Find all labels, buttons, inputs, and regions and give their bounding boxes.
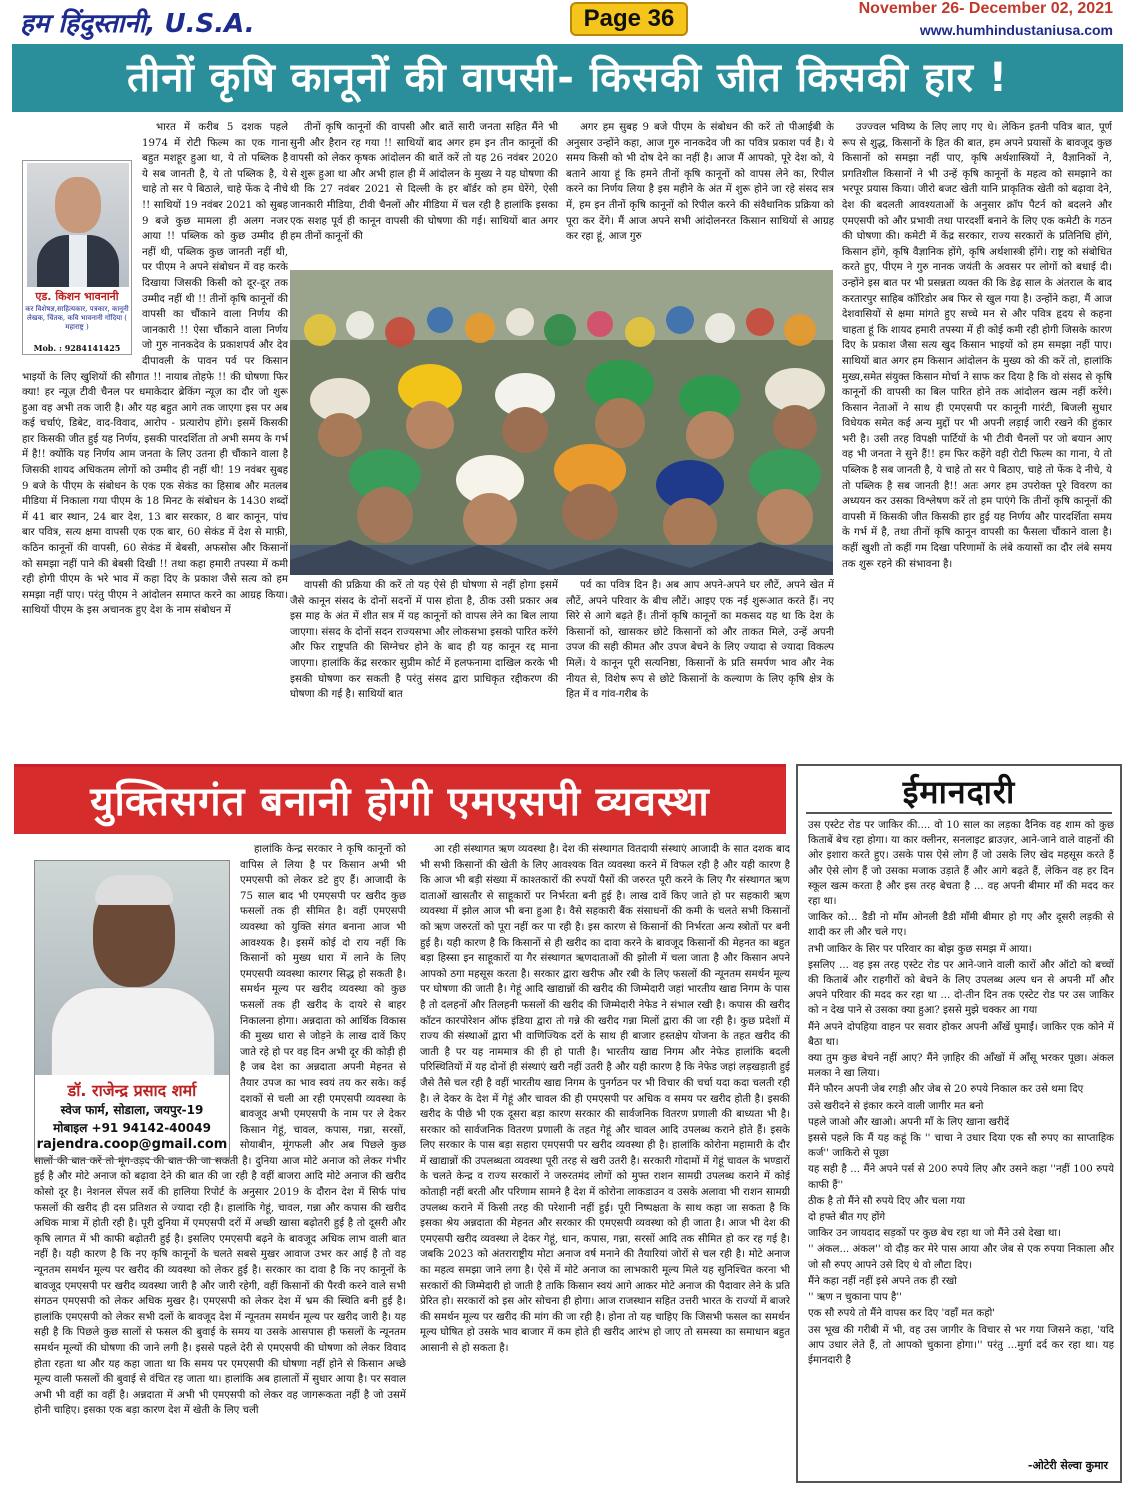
story-paragraph: पहले जाओ और खाओ। अपनी माँ के लिए खाना खरीदें	[808, 1116, 1010, 1128]
author-photo	[35, 861, 229, 1075]
farmers-protest-photo	[290, 270, 833, 575]
masthead	[0, 0, 1135, 46]
newspaper-brand: हम हिंदुस्तानी, U.S.A.	[20, 9, 255, 39]
story-paragraph: ठीक है तो मैंने सौ रुपये दिए और चला गया	[808, 1195, 966, 1207]
author-box-rajendra	[34, 860, 230, 1160]
story-paragraph: मैंने फौरन अपनी जेब रगड़ी और जेब से 20 रुपये निकाल कर उसे थमा दिए	[808, 1084, 1084, 1096]
author-box-kishan	[22, 160, 132, 355]
article2-col2-text: आ रही संस्थागत ऋण व्यवस्था है। देश की संस्थागत वितदायी संस्थाएं आजादी के सात दशक बाद भी सभी किसानों की खेती के लिए आवश्यक वित व्यवस्था करने में विफल रही है और यही कारण है कि आज भी बड़ी संख्या में काश्तकारों की रुपयों पैसों की जरुरत पूरी करने के लिए गैर संस्थागत ऋण दाताओं खासतौर से साहूकारों पर निर्भरता बनी हुई है। लाख दावें किए जाते हो पर सहकारी ऋण व्यवस्था में झोल आज भी बना हुआ है। वैसे सहकारी बैंक संसाधनों की कमी के चलते सभी किसानों को ऋण जरुरतों को पूरा नहीं कर पा रही है। इस कारण से किसानों की निर्भरता अन्य स्त्रोतों पर बनी हुई है। यही कारण है कि किसानों से ही खरीद का दावा करने के बावजूद किसानों की मेहनत का बहुत बड़ा हिस्सा इन साहूकारों या गैर संस्थागत ऋणदाताओं की झोली में चला जाता है और किसान अपने आपको ठगा महसूस करता है। सरकार द्वारा खरीफ और रबी के लिए फसलों की न्यूनतम समर्थन मूल्य पर घोषणा की जाती है। गेहूं आदि खाद्यान्नों की खरीद की जिम्मेदारी जहां भारतीय खाद्य निगम के पास है तो दलहनों और तिलहनी फसलों की खरीद की जिम्मेदारी नेफेड ने संभाल रखी है। कपास की खरीद कॉटन कारपोरेशन ऑफ इंडिया द्वारा तो गन्ने की खरीद गन्ना मिलों द्वारा की जा रही है। कुछ प्रदेशों में राज्य की संस्थाओं द्वारा भी वाणिज्यिक दरों के साथ ही बाजार हस्तक्षेप योजना के तहत खरीद की जाती है पर यह नाममात्र की ही हो पाती है। भारतीय खाद्य निगम और नेफेड हालांकि बदली परिस्थितियों में यह दोनों ही संस्थाएं खरी नहीं उतरी है और यही कारण है कि नेफेड जहां लड़खड़ाती हुई जैसे तैसे चल रही है वहीं भारतीय खाद्य निगम के पुनर्गठन पर भी विचार की चर्चा यदा कदा चलती रही है। ले देकर के देश में गेहूं और चावल की ही एमएसपी पर अधिक व समय पर खरीद होती है। इसकी खरीद के पीछे भी एक दूसरा बड़ा कारण सरकार की सार्वजनिक वितरण प्रणाली की बाध्यता भी है। सरकार को सार्वजनिक वितरण प्रणाली के तहत गेहूं और चावल आदि उपलब्ध कराने होते हैं। इसके लिए सरकार के पास बड़ा सहारा एमएसपी पर खरीद व्यवस्था ही है। हालांकि कोरोना महामारी के दौर में खाद्यान्नों की उपलब्धता व्यवस्था पूरी तरह से खरी उतरी है। सरकारी गोदामों में गेहूं चावल के भण्डारों के चलते केन्द्र व राज्य सरकारों ने जरुरतमंद लोगों को मुफ्त राशन सामग्री उपलब्ध कराने में कोई कोताही नहीं बरती और परिणाम सामने है देश में कोरोना लाकडाउन व उसके अलावा भी राशन सामग्री उपलब्ध कराने में किसी तरह की परेशानी नहीं हुई। पूरी निष्पक्षता के साथ कहा जा सकता है कि इसका श्रेय अन्नदाता की मेहनत और सरकार की एमएसपी व्यवस्था को ही जाता है। आज भी देश की एमएसपी खरीद व्यवस्था ले देकर गेहूं, धान, कपास, गन्ना, सरसों आदि तक सीमित हो कर रह गई है। जबकि 2023 को अंतराराष्ट्रीय मोटा अनाज वर्ष मनाने की तैयारियां जोरों से चल रही है। मोटे अनाज का महत्व समझा जाने लगा है। ऐसे में मोटे अनाज का लाभकारी मूल्य मिले यह सुनिश्चित करना भी सरकारों की जिम्मेदारी हो जाती है ताकि किसान स्वयं आगे आकर मोटे अनाज की पैदावार लेने के प्रति प्रेरित हो। सरकारों को इस ओर सोचना ही होगा। आज राजस्थान सहित उत्तरी भारत के राज्यों में बाजरे की समर्थन मूल्य पर खरीद की मांग की जा रही है। होना तो यह चाहिए कि जिसभी फसल का समर्थन मूल्य घोषित हो उसके भाव बाजार में कम होते ही खरीद आरंभ हो जाए तो समस्या का समाधान बहुत आसानी से हो सकता है।	[420, 844, 790, 1354]
issue-date: November 26- December 02, 2021	[858, 0, 1113, 17]
story-paragraph: मैंने अपने दोपहिया वाहन पर सवार होकर अपनी आँखें घुमाईं। जाकिर एक कोने में बैठा था।	[808, 1021, 1114, 1048]
page-number: Page 36	[570, 2, 688, 36]
article1-col2-top-text: तीनों कृषि कानूनों की वापसी और बातें सारी जनता सहित मैंने भी सुनी और हैरान रह गया !! साथियों बाद अगर हम इन तीन कानूनों की वापसी को लेकर कृषक आंदोलन की बातें करें तो यह 26 नवंबर 2020 से शुरू हुआ था और अभी हाल ही में आंदोलन के मुख्य ने यह घोषणा की थी कि 27 नवंबर 2021 से दिल्ली के हर बॉर्डर को हम घेरेंगे, ऐसी जानकारी मीडिया, टीवी चैनलों और मीडिया में चल रही है हालांकि इसका एक सशह पूर्व ही कानून वापसी की घोषणा की गई। साथियों बात अगर हम तीनों कानूनों की	[290, 122, 558, 243]
article2-col1-text: हालांकि केन्द्र सरकार ने कृषि कानूनों को वापिस ले लिया है पर किसान अभी भी एमएसपी को लेकर डटे हुए हैं। आजादी के 75 साल बाद भी एमएसपी पर खरीद कुछ फसलों तक ही सीमित है। वहीं एमएसपी व्यवस्था को युक्ति संगत बनाना आज भी आवश्यक है। इसमें कोई दो राय नहीं कि किसानों को मुख्य धारा में लाने के लिए एमएसपी व्यवस्था कारगर सिद्ध हो सकती है। समर्थन मूल्य पर खरीद व्यवस्था को कुछ फसलों तक ही खरीद के दायरे से बाहर निकालना होगा। अन्नदाता को आर्थिक विकास की मुख्य धारा से जोड़ने के लाख दावें किए जाते रहे हो पर वह दिन अभी दूर की कोड़ी ही है जब देश का अन्नदाता अपनी मेहनत से तैयार उपज का भाव स्वयं तय कर सके। कई दशकों से चली आ रही एमएसपी व्यवस्था के बावजूद अभी एमएसपी के नाम पर ले देकर किसान गेहूं, चावल, कपास, गन्ना, सरसों, सोयाबीन, मूंगफली और अब पिछले कुछ सालों की बात करें तो मूंग-उड़द की बात की जा सकती है। दुनिया आज मोटे अनाज को लेकर गंभीर हुई है और मोटे अनाज को बढ़ावा देने की बात की जा रही है वहीं बाजरा आदि मोटे अनाज की खरीद कोसो दूर है। नेशनल सेंपल सर्वे की हालिया रिपोर्ट के अनुसार 2019 के दौरान देश में सिर्फ पांच फसलों की खरीद ही दस प्रतिशत से ज्यादा रही है। हालांकि गेहूं, चावल, गन्ना और कपास की खरीद अधिक मात्रा में होती रही है। पूरी दुनिया में एमएसपी दरों में अच्छी खासा बढ़ोतरी हुई है तो दूसरी और कृषि लागत में भी काफी बढ़ोतरी हुई है। इसलिए एमएसपी बढ़ने के बावजूद अधिक लाभ वाली बात नहीं है। यही कारण है कि नए कृषि कानूनों के चलते सबसे मुखर आवाज उभर कर आई है तो वह न्यूनतम समर्थन मूल्य पर खरीद की व्यवस्था को लेकर हुई है। सरकार का दावा है कि नए कानूनों के बावजूद एमएसपी पर खरीद व्यवस्था जारी है और जारी रहेगी, वहीं किसानों की पैरवी करने वाले सभी संगठन एमएसपी को लेकर अधिक मुखर है। एमएसपी को लेकर देश में भ्रम की स्थिति बनी हुई है। हालांकि एमएसपी को लेकर सभी दलों के बावजूद देश में न्यूनतम समर्थन मूल्य पर खरीद जारी है। यह सही है कि पिछले कुछ सालों से फसल की बुवाई के समय या उसके आसपास ही फसलों के न्यूनतम समर्थन मूल्यों की घोषणा की जाने लगी है। इससे पहले देरी से एमएसपी की घोषणा को लेकर विवाद होता रहता था और यह कहा जाता था कि समय पर एमएसपी की घोषणा नहीं होने से किसान अच्छे मूल्य वाली फसलों की बुवाई से वंचित रह जाता था। हालांकि अब हालातों में सुधार आया है। पर सवाल अभी भी वहीं का वहीं है। अन्नदाता में अभी भी एमएसपी को लेकर वह जागरूकता नहीं है जो उसमें होनी चाहिए। इसका एक बड़ा कारण देश में खेती के लिए चली	[34, 844, 406, 1417]
article1-column-3-bottom	[566, 578, 834, 756]
article1-col4-text: उज्ज्वल भविष्य के लिए लाए गए थे। लेकिन इतनी पवित्र बात, पूर्ण रूप से शुद्ध, किसानों के हित की बात, हम अपने प्रयासों के बावजूद कुछ किसानों को समझा नहीं पाए, कृषि अर्थशास्त्रियों ने, वैज्ञानिकों ने, प्रगतिशील किसानों ने भी उन्हें कृषि कानूनों के महत्व को समझाने का भरपूर प्रयास किया। जीरो बजट खेती यानि प्राकृतिक खेती को बढ़ावा देने, देश की बदलती आवश्यताओं के अनुसार क्रॉप पैटर्न को बदलने और एमएसपी को और प्रभावी तथा पारदर्शी बनाने के लिए एक कमेटी के गठन की घोषणा की। कमेटी में केंद्र सरकार, राज्य सरकारों के प्रतिनिधि होंगे, किसान होंगे, कृषि वैज्ञानिक होंगे, कृषि अर्थशास्त्री होंगे। राष्ट्र को संबोधित करते हुए, पीएम ने गुरु नानक जयंती के अवसर पर लोगों को बधाई दी। उन्होंने इस बात पर भी प्रसन्नता व्यक्त की कि डेढ़ साल के अंतराल के बाद करतारपुर साहिब कॉरिडोर अब फिर से खुल गया है। उन्होंने कहा, मैं आज देशवासियों से क्षमा मांगते हुए सच्चे मन से और पवित्र हृदय से कहना चाहता हूं कि शायद हमारी तपस्या में ही कोई कमी रही होगी जिसके कारण दिए के प्रकाश जैसा सत्य खुद किसान भाइयों को हम समझा नहीं पाए। साथियों बात अगर हम किसान आंदोलन के मुख्य को की करें तो, हालांकि मुख्य,समेत संयुक्त किसान मोर्चा ने साफ कर दिया है कि वो संसद से कृषि कानूनों की वापसी का बिल पारित होने तक आंदोलन खत्म नहीं करेंगे। किसान नेताओं ने साथ ही एमएसपी पर कानूनी गारंटी, बिजली सुधार विधेयक समेत कई अन्य मुद्दों पर भी अपनी लड़ाई जारी रखने की हुंकार भरी है। उसी तरह विपक्षी पार्टियों के भी टीवी चैनलों पर जो बयान आए वह भी जनता ने सुने हैं!! हम फिर कहेंगे वही रोटी फिल्म का गाना, ये तो पब्लिक है सब जानती है, ये चाहे तो सर पे बिठाए, चाहे तो फेंक दे नीचे, ये तो पब्लिक है सब जानती है!! अतः अगर हम उपरोक्त पूरे विवरण का अध्ययन कर उसका विश्लेषण करें तो हम पाएंगे कि तीनों कृषि कानूनों की वापसी में किसकी जीत किसकी हार हुई यह निर्णय और पारदर्शिता समय के गर्भ में है, तथा तीनों कृषि कानून वापसी का फैसला चौंकाने वाला है। कहीं खुशी तो कहीं गम दिखा परिणामों के लंबे कयासों का दौर लंबे समय तक शुरू रहने की संभावना है।	[842, 122, 1112, 570]
story-title: ईमानदारी	[902, 773, 1016, 811]
story-paragraph: उसे खरीदने से इंकार करने वाली जागीर मत बनो	[808, 1100, 984, 1112]
article1-column-2-top	[290, 120, 558, 268]
author-name: डॉ. राजेन्द्र प्रसाद शर्मा	[67, 1081, 197, 1100]
headline-farm-laws: तीनों कृषि कानूनों की वापसी- किसकी जीत किसकी हार !	[12, 44, 1123, 112]
story-paragraph: जाकिर को... डैडी नो माँम ओनली डैडी माँमी बीमार हो गए और दूसरी लड़की से शादी कर ली और चले गए।	[808, 912, 1114, 939]
article1-column-2-bottom	[290, 578, 558, 756]
headline-msp: युक्तिसगंत बनानी होगी एमएसपी व्यवस्था	[14, 764, 786, 834]
article1-col1-text: भारत में करीब 5 दशक पहले 1974 में रोटी फिल्म का एक गाना बहुत मशहूर हुआ था, ये तो पब्लिक है ये सब जानती है, ये तो पब्लिक है, ये चाहे तो सर पे बिठाले, चाहे फेंक दे नीचे !! साथियों 19 नवंबर 2021 को सुबह 9 बजे कुछ मामला ही अलग नजर आया !! पब्लिक को कुछ उम्मीद ही नहीं थी, पब्लिक कुछ जानती नहीं थी, पर पीएम ने अपने संबोधन में वह करके दिखाया जिसकी किसी को दूर-दूर तक उम्मीद नहीं थी !! तीनों कृषि कानूनों की वापसी का चौंकाने वाला निर्णय की जानकारी !! ऐसा चौंकाने वाला निर्णय जो गुरु नानकदेव के प्रकाशपर्व और देव दीपावली के पावन पर्व पर किसान भाइयों के लिए खुशियों की सौगात !! नायाब तोहफे !! की घोषणा फिर क्या! हर न्यूज़ टीवी चैनल पर धमाकेदार ब्रेकिंग न्यूज़ का दौर जो शुरू हुआ वह अभी तक जारी है। और यह बहुत आगे तक जाएगा इस पर अब कई चर्चाएं, डिबेट, वाद-विवाद, आरोप - प्रत्यारोप होंगे। इसमें किसकी हार किसकी जीत हुई यह निर्णय, इसकी पारदर्शिता तो अभी समय के गर्भ में है!! क्योंकि यह निर्णय आम जनता के लिए उतना ही चौंकाने वाला है जिसकी शायद अधिकतम लोगों को उम्मीद ही नहीं थी! 19 नवंबर सुबह 9 बजे के पीएम के संबोधन के एक एक सेकंड का हिसाब और मतलब मीडिया में निकाला गया पीएम के 18 मिनट के संबोधन के 1430 शब्दों में 41 बार स्थान, 24 बार देश, 13 बार सरकार, 8 बार कानून, पांच बार पवित्र, सत्य क्षमा वापसी एक एक बार, 60 सेकंड में देश से माफ़ी, कठिन कानूनों की वापसी, 60 सेकंड में बेबसी, अफसोस और किसानों को समझा नहीं पाने की बेबसी दिखी !! तथा कहा हमारी तपस्या में कमी रही होगी पीएम के भरे भाव में कहा दिए के प्रकाश जैसे सत्य को हम समझा नहीं पाए। परंतु पीएम ने आंदोलन समाप्त करने का आग्रह किया। साथियों पीएम के इस अचानक हुए देश के नाम संबोधन में	[22, 122, 288, 617]
story-paragraph: यह सही है ... मैंने अपने पर्स से 200 रुपये लिए और उसने कहा ''नहीं 100 रुपये काफी हैं''	[808, 1164, 1114, 1191]
story-paragraph: इसलिए ... वह इस तरह एस्टेट रोड पर आने-जाने वाली कारों और ऑटो को बच्चों की किताबें और राहगीरों को बेचने के लिए उपलब्ध अल्प धन से अपनी माँ और अपने परिवार की मदद कर रहा था ... दो-तीन दिन तक एस्टेट रोड पर उस जाकिर को न देख पाने से उसका क्या हुआ? इससे मुझे चक्कर आ गया	[808, 959, 1114, 1017]
story-paragraph: उस भूख की गरीबी में भी, वह उस जागीर के विचार से भर गया जिसने कहा, 'यदि आप उधार लेते हैं, तो आपको चुकाना होगा।'' परंतु ...मुर्गा दर्द कर रहा था। यह ईमानदारी है	[808, 1324, 1114, 1366]
author-mobile: मोबाइल +91 94142-40049	[53, 1121, 211, 1135]
story-paragraph: तभी जाकिर के सिर पर परिवार का बोझ कुछ समझ में आया।	[808, 943, 1032, 955]
story-signature: -ओटेरी सेल्वा कुमार	[1027, 1459, 1108, 1472]
article1-column-3-top	[566, 120, 834, 268]
story-paragraph: '' अंकल... अंकल'' वो दौड़ कर मेरे पास आया और जेब से एक रुपया निकाला और जो सौ रुपए आपने उसे दिए थे वो लौटा दिए।	[808, 1244, 1114, 1271]
website-link[interactable]: www.humhindustaniusa.com	[919, 22, 1113, 38]
story-paragraph: दो हफ्ते बीत गए होंगे	[808, 1212, 886, 1224]
author-description: कर विशेषज्ञ,साहित्यकार, पत्रकार, कानूनी लेखक, चिंतक, कवि भावनानी गोंदिया ( महाराष्ट्र )	[25, 305, 129, 331]
story-paragraph: उस एस्टेट रोड पर जाकिर की.... वो 10 साल का लड़का दैनिक वह शाम को कुछ किताबें बेच रहा होगा। या कार क्लीनर, सनलाइट ब्राउज़र, आने-जाने वाले वाहनों की ओर इशारा करते हुए। उसके पास ऐसे लोग हैं जो उसके लिए खेद महसूस करते हैं और ऐसे लोग हैं जो उसका मजाक उड़ाते हैं और आगे बढ़ते हैं, लेकिन वह हर दिन स्कूल खत्म करता है और इस तरह बेचता है ... वह अपनी बीमार माँ की मदद कर रहा था।	[808, 820, 1114, 908]
story-paragraph: '' ऋण न चुकाना पाप है''	[808, 1292, 902, 1304]
article2-column-2	[420, 842, 790, 1487]
story-paragraph: जाकिर उन जायदाद सड़कों पर कुछ बेच रहा था जो मैंने उसे देखा था।	[808, 1228, 1061, 1240]
article1-column-4	[842, 120, 1112, 755]
author-mobile: Mob. : 9284141425	[33, 343, 121, 353]
story-paragraph: मैंने कहा नहीं नहीं इसे अपने तक ही रखो	[808, 1275, 957, 1287]
story-paragraph: इससे पहले कि मैं यह कहूं कि '' चाचा ने उधार दिया एक सौ रुपए का साप्ताहिक कर्ज'' जाकिरो से पूछा	[808, 1133, 1114, 1160]
story-paragraph: एक सौ रुपये तो मैंने वापस कर दिए 'वहाँ मत कहो'	[808, 1308, 996, 1320]
author-email[interactable]: rajendra.coop@gmail.com	[36, 1137, 228, 1152]
story-paragraph: क्या तुम कुछ बेचने नहीं आए? मैंने ज़ाहिर की आँखों में आँसू भरकर पूछा। अंकल मलका ने खा लिया।	[808, 1053, 1114, 1080]
article1-col3-bottom-text: पर्व का पवित्र दिन है। अब आप अपने-अपने घर लौटें, अपने खेत में लौटें, अपने परिवार के बीच लौटें। आइए एक नई शुरूआत करते हैं। नए सिरे से आगे बढ़ते हैं। तीनों कृषि कानूनों का मकसद यह था कि देश के किसानों को, खासकर छोटे किसानों को और ताकत मिले, उन्हें अपनी उपज की सही कीमत और उपज बेचने के लिए ज्यादा से ज्यादा विकल्प मिलें। ये कानून पूरी सत्यनिष्ठा, किसानों के प्रति समर्पण भाव और नेक नीयत से, विशेष रूप से छोटे किसानों के कल्याण के लिए कृषि क्षेत्र के हित में व गांव-गरीब के	[566, 580, 834, 701]
title-divider	[806, 812, 1112, 814]
author-name: एड. किशन भावनानी	[35, 290, 119, 303]
author-photo	[27, 163, 129, 287]
story-box-imandari	[796, 764, 1122, 1483]
story-text	[808, 818, 1114, 1458]
author-address: स्वेज फार्म, सोडाला, जयपुर-19	[60, 1103, 204, 1117]
article1-col2-bottom-text: वापसी की प्रक्रिया की करें तो यह ऐसे ही घोषणा से नहीं होगा इसमें जैसे कानून संसद के दोनों सदनों में पास होता है, ठीक उसी प्रकार अब इस माह के अंत में शीत सत्र में यह कानूनों को वापस लेने का बिल लाया जाएगा। संसद के दोनों सदन राज्यसभा और लोकसभा इसको पारित करेंगे और फिर राष्ट्रपति की सिग्नेचर होने के बाद ही यह कानून रद्द माना जाएगा। हालांकि केंद्र सरकार सुप्रीम कोर्ट में हलफनामा दाखिल करके भी इसकी घोषणा कर सकती है परंतु संसद द्वारा प्राधिकृत रद्दीकरण की घोषणा की गई है। साथियों बात	[290, 580, 558, 701]
article1-col3-top-text: अगर हम सुबह 9 बजे पीएम के संबोधन की करें तो पीआईबी के अनुसार उन्होंने कहा, आज गुरु नानकदेव जी का पवित्र प्रकाश पर्व है। ये समय किसी को भी दोष देने का नहीं है। आज मैं आपको, पूरे देश को, ये बताने आया हूं कि हमने तीनों कृषि कानूनों को वापस लेने का, रिपील करने का निर्णय लिया है इस महीने के अंत में शुरू होने जा रहे संसद सत्र में, हम इन तीनों कृषि कानूनों को रिपील करने की संवैधानिक प्रक्रिया को पूरा कर देंगे। मैं आज अपने सभी आंदोलनरत किसान साथियों से आग्रह कर रहा हूं, आज गुरु	[566, 122, 834, 243]
